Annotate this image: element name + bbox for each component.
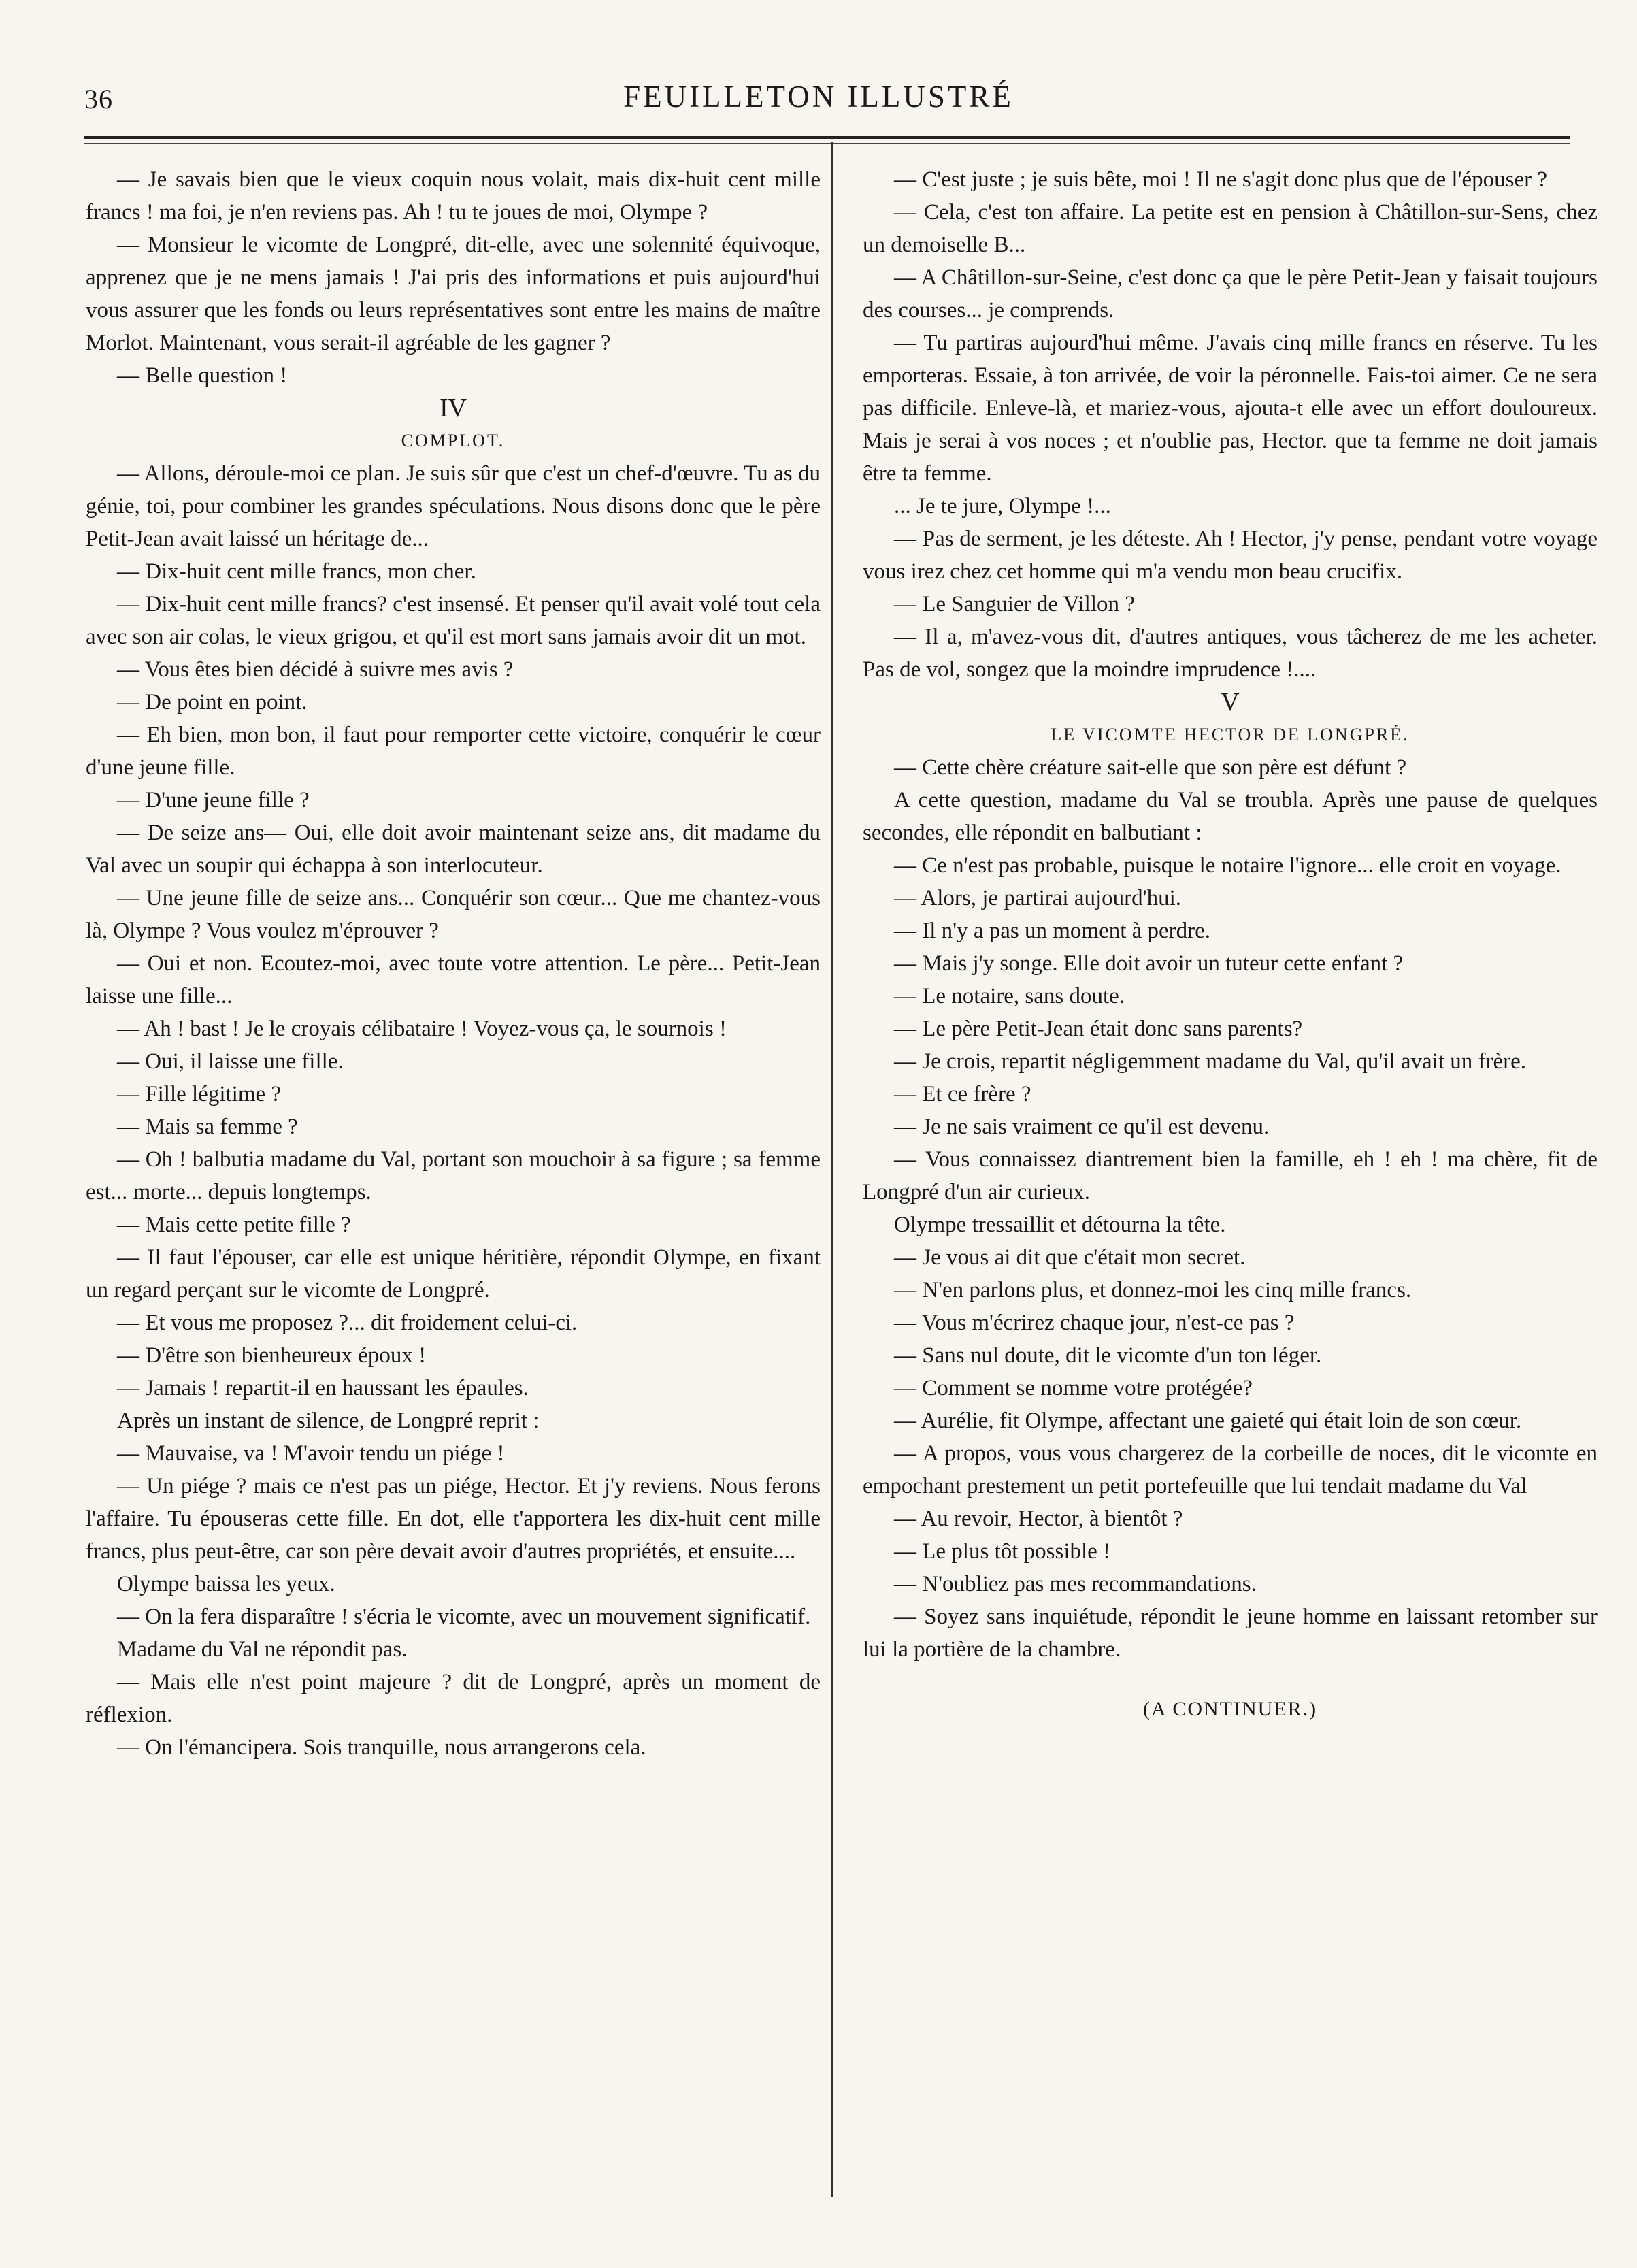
paragraph: — Aurélie, fit Olympe, affectant une gaieté qui était loin de son cœur. [894, 1409, 1522, 1433]
paragraph: — Mais sa femme ? [117, 1115, 298, 1139]
paragraph: — Vous connaissez diantrement bien la famille, eh ! eh ! ma chère, fit de Longpré d'un air curieux. [863, 1147, 1598, 1204]
right-column [863, 163, 1598, 1726]
continuation-note: (A CONTINUER.) [1142, 1698, 1318, 1720]
paragraph: — A Châtillon-sur-Seine, c'est donc ça que le père Petit-Jean y faisait toujours des courses... je comprends. [863, 265, 1598, 323]
left-text-after [86, 457, 821, 1764]
page-number: 36 [84, 84, 113, 114]
header-rule [84, 136, 1570, 139]
paragraph: — Il n'y a pas un moment à perdre. [894, 919, 1211, 943]
paragraph: — Cela, c'est ton affaire. La petite est en pension à Châtillon-sur-Sens, chez un demoiselle B... [863, 200, 1598, 257]
paragraph: — Dix-huit cent mille francs, mon cher. [117, 559, 476, 584]
paragraph: — Pas de serment, je les déteste. Ah ! Hector, j'y pense, pendant votre voyage vous irez chez cet homme qui m'a vendu mon beau crucifix. [863, 527, 1598, 584]
paragraph: — De seize ans— Oui, elle doit avoir maintenant seize ans, dit madame du Val avec un soupir qui échappa à son interlocuteur. [86, 821, 821, 878]
paragraph: — Mauvaise, va ! M'avoir tendu un piége ! [117, 1441, 505, 1466]
paragraph: — Et vous me proposez ?... dit froidement celui-ci. [117, 1311, 578, 1335]
paragraph: — Oh ! balbutia madame du Val, portant son mouchoir à sa figure ; sa femme est... morte... depuis longtemps. [86, 1147, 821, 1204]
paragraph: — On la fera disparaître ! s'écria le vicomte, avec un mouvement significatif. [117, 1605, 811, 1629]
chapter-title: COMPLOT. [401, 431, 506, 450]
right-text-before [863, 163, 1598, 686]
paragraph: ... Je te jure, Olympe !... [894, 494, 1111, 519]
paragraph: — Cette chère créature sait-elle que son père est défunt ? [894, 755, 1407, 780]
paragraph: — D'une jeune fille ? [117, 788, 310, 812]
right-text-after [863, 751, 1598, 1666]
paragraph: — Ce n'est pas probable, puisque le notaire l'ignore... elle croit en voyage. [894, 853, 1561, 878]
paragraph: — Je crois, repartit négligemment madame du Val, qu'il avait un frère. [894, 1049, 1527, 1074]
paragraph: Olympe baissa les yeux. [117, 1572, 335, 1596]
paragraph: — Fille légitime ? [117, 1082, 282, 1106]
paragraph: — Sans nul doute, dit le vicomte d'un ton léger. [894, 1343, 1322, 1368]
paragraph: — Le plus tôt possible ! [894, 1539, 1111, 1564]
paragraph: — Oui, il laisse une fille. [117, 1049, 344, 1074]
paragraph: — N'en parlons plus, et donnez-moi les cinq mille francs. [894, 1278, 1412, 1302]
paragraph: Après un instant de silence, de Longpré reprit : [117, 1409, 540, 1433]
paragraph: — Il a, m'avez-vous dit, d'autres antiques, vous tâcherez de me les acheter. Pas de vol, songez que la moindre imprudence !.... [863, 625, 1598, 682]
paragraph: — Soyez sans inquiétude, répondit le jeune homme en laissant retomber sur lui la portière de la chambre. [863, 1605, 1598, 1662]
paragraph: — Jamais ! repartit-il en haussant les épaules. [117, 1376, 529, 1400]
paragraph: — Eh bien, mon bon, il faut pour remporter cette victoire, conquérir le cœur d'une jeune fille. [86, 723, 821, 780]
paragraph: — Et ce frère ? [894, 1082, 1031, 1106]
paragraph: — On l'émancipera. Sois tranquille, nous arrangerons cela. [117, 1735, 646, 1760]
paragraph: — C'est juste ; je suis bête, moi ! Il ne s'agit donc plus que de l'épouser ? [894, 167, 1547, 192]
chapter-number: V [1221, 688, 1240, 717]
paragraph: — Alors, je partirai aujourd'hui. [894, 886, 1182, 910]
paragraph: — Tu partiras aujourd'hui même. J'avais cinq mille francs en réserve. Tu les emporteras. Essaie, à ton arrivée, de voir la péronnelle. Fais-toi aimer. Ce ne sera pas difficile. Enleve-là, et mariez-vous, ajouta-t elle avec un effort douloureux. Mais je serai à vos noces ; et n'oublie pas, Hector. que ta femme ne doit jamais être ta femme. [863, 331, 1598, 486]
paragraph: — De point en point. [117, 690, 308, 714]
chapter-title: LE VICOMTE HECTOR DE LONGPRÉ. [1051, 725, 1410, 744]
paragraph: — Une jeune fille de seize ans... Conquérir son cœur... Que me chantez-vous là, Olympe ? Vous voulez m'éprouver ? [86, 886, 821, 943]
paragraph: — Le notaire, sans doute. [894, 984, 1125, 1008]
paragraph: — Allons, déroule-moi ce plan. Je suis sûr que c'est un chef-d'œuvre. Tu as du génie, toi, pour combiner les grandes spéculations. Nous disons donc que le père Petit-Jean avait laissé un héritage de... [86, 461, 821, 551]
left-text-before [86, 163, 821, 392]
paragraph: — Le père Petit-Jean était donc sans parents? [894, 1017, 1303, 1041]
paragraph: — Au revoir, Hector, à bientôt ? [894, 1507, 1183, 1531]
paragraph: — Il faut l'épouser, car elle est unique héritière, répondit Olympe, en fixant un regard perçant sur le vicomte de Longpré. [86, 1245, 821, 1302]
paragraph: — Le Sanguier de Villon ? [894, 592, 1135, 617]
left-column [86, 163, 821, 1764]
paragraph: — A propos, vous vous chargerez de la corbeille de noces, dit le vicomte en empochant prestement un petit portefeuille que lui tendait madame du Val [863, 1441, 1598, 1498]
paragraph: — N'oubliez pas mes recommandations. [894, 1572, 1257, 1596]
paragraph: — Dix-huit cent mille francs? c'est insensé. Et penser qu'il avait volé tout cela avec son air colas, le vieux grigou, et qu'il est mort sans jamais avoir dit un mot. [86, 592, 821, 649]
paragraph: Madame du Val ne répondit pas. [117, 1637, 408, 1662]
paragraph: — D'être son bienheureux époux ! [117, 1343, 427, 1368]
paragraph: A cette question, madame du Val se troubla. Après une pause de quelques secondes, elle répondit en balbutiant : [863, 788, 1598, 845]
paragraph: — Monsieur le vicomte de Longpré, dit-elle, avec une solennité équivoque, apprenez que je ne mens jamais ! J'ai pris des informations et puis aujourd'hui vous assurer que les fonds ou leurs représentatives sont entre les mains de maître Morlot. Maintenant, vous serait-il agréable de les gagner ? [86, 233, 821, 355]
paragraph: — Mais j'y songe. Elle doit avoir un tuteur cette enfant ? [894, 951, 1404, 976]
running-title: FEUILLETON ILLUSTRÉ [623, 80, 1014, 114]
chapter-number: IV [439, 394, 467, 423]
paragraph: — Vous m'écrirez chaque jour, n'est-ce pas ? [894, 1311, 1295, 1335]
paragraph: — Je savais bien que le vieux coquin nous volait, mais dix-huit cent mille francs ! ma foi, je n'en reviens pas. Ah ! tu te joues de moi, Olympe ? [86, 167, 821, 225]
paragraph: — Mais elle n'est point majeure ? dit de Longpré, après un moment de réflexion. [86, 1670, 821, 1727]
paragraph: — Vous êtes bien décidé à suivre mes avis ? [117, 657, 514, 682]
paragraph: — Comment se nomme votre protégée? [894, 1376, 1253, 1400]
paragraph: — Mais cette petite fille ? [117, 1213, 351, 1237]
column-divider [831, 142, 833, 2197]
paragraph: — Ah ! bast ! Je le croyais célibataire ! Voyez-vous ça, le sournois ! [117, 1017, 727, 1041]
paragraph: — Je vous ai dit que c'était mon secret. [894, 1245, 1246, 1270]
paragraph: — Je ne sais vraiment ce qu'il est devenu. [894, 1115, 1270, 1139]
header-rule-thin [84, 143, 1570, 144]
paragraph: — Belle question ! [117, 363, 288, 388]
paragraph: — Un piége ? mais ce n'est pas un piége, Hector. Et j'y reviens. Nous ferons l'affaire. Tu épouseras cette fille. En dot, elle t'apportera les dix-huit cent mille francs, plus peut-être, car son père devait avoir d'autres propriétés, et ensuite.... [86, 1474, 821, 1564]
paragraph: Olympe tressaillit et détourna la tête. [894, 1213, 1226, 1237]
paragraph: — Oui et non. Ecoutez-moi, avec toute votre attention. Le père... Petit-Jean laisse une fille... [86, 951, 821, 1008]
